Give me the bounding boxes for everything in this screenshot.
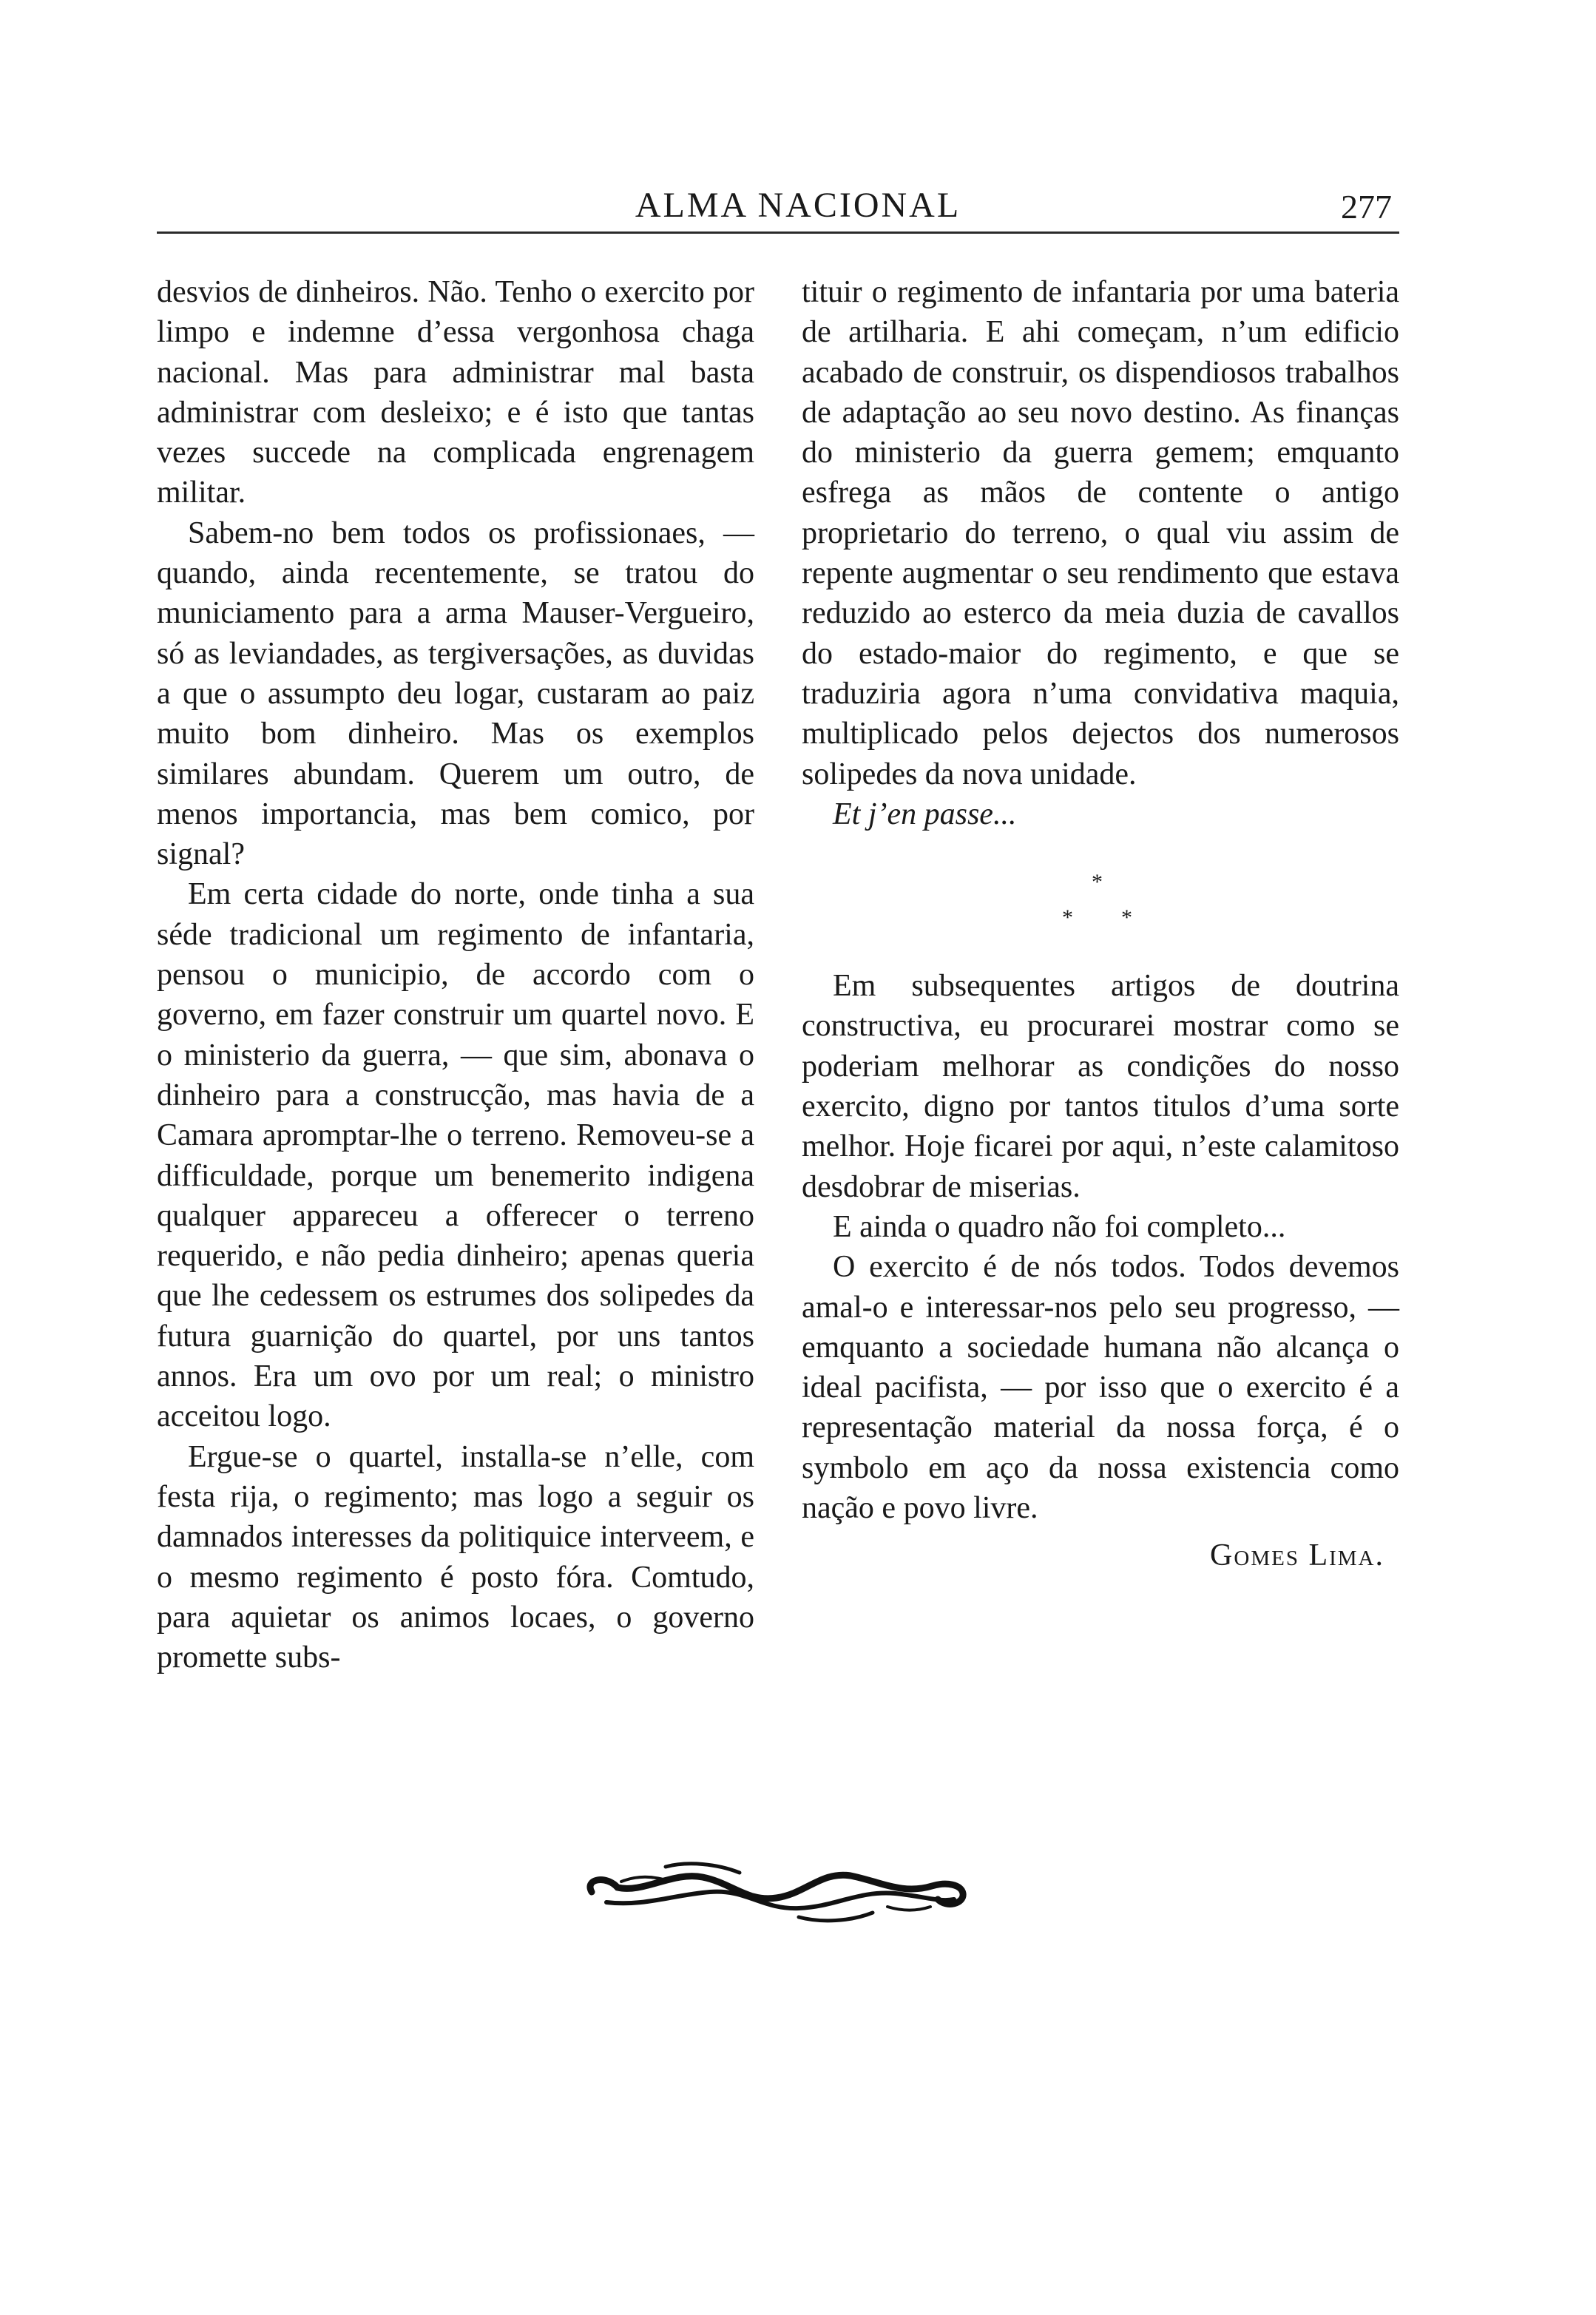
page-number: 277: [1341, 188, 1392, 226]
header-rule: [157, 232, 1399, 234]
body-paragraph: tituir o regimento de infantaria por uma bateria de artilharia. E ahi começam, n’um edificio acabado de construir, os dispendiosos trabalhos de adaptação ao seu novo destino. As finanças do ministerio da guerra gemem; emquanto esfrega as mãos de contente o antigo proprietario do terreno, o qual viu assim de repente augmentar o seu rendimento que estava reduzido ao esterco da meia duzia de cavallos do estado-maior do regimento, e que se traduziria agora n’uma convidativa maquia, multiplicado pelos dejectos dos numerosos solipedes da nova unidade.: [802, 275, 1399, 791]
body-paragraph: Ergue-se o quartel, installa-se n’elle, com festa rija, o regimento; mas logo a seguir os damnados interesses da politiquice interveem, e o mesmo regimento é posto fóra. Comtudo, para aquietar os animos locaes, o governo promette subs-: [157, 1439, 754, 1675]
body-paragraph: E ainda o quadro não foi completo...: [833, 1209, 1286, 1244]
asterism-star-icon: *: [1092, 870, 1103, 895]
right-column: [802, 272, 1399, 1576]
body-paragraph: Em certa cidade do norte, onde tinha a sua séde tradicional um regimento de infantaria, pensou o municipio, de accordo com o governo, em fazer construir um quartel novo. E o ministerio da guerra, — que sim, abonava o dinheiro para a construcção, mas havia de a Camara apromptar-lhe o terreno. Removeu-se a difficuldade, porque um benemerito indigena qualquer appareceu a offerecer o terreno requerido, e não pedia dinheiro; apenas queria que lhe cedessem os estrumes dos solipedes da futura guarnição do quartel, por uns tantos annos. Era um ovo por um real; o ministro acceitou logo.: [157, 877, 754, 1434]
italic-aside: Et j’en passe...: [833, 797, 1017, 831]
body-paragraph: desvios de dinheiros. Não. Tenho o exercito por limpo e indemne d’essa vergonhosa chaga nacional. Mas para administrar mal basta administrar com desleixo; e é isto que tantas vezes succede na complicada engrenagem militar.: [157, 275, 754, 510]
running-title: ALMA NACIONAL: [635, 186, 961, 225]
body-paragraph: Em subsequentes artigos de doutrina constructiva, eu procurarei mostrar como se poderiam melhorar as condições do nosso exercito, digno por tantos titulos d’uma sorte melhor. Hoje ficarei por aqui, n’este calamitoso desdobrar de miserias.: [802, 969, 1399, 1204]
author-signature: Gomes Lima.: [1210, 1538, 1384, 1573]
asterism-divider: [802, 834, 1399, 966]
body-paragraph: O exercito é de nós todos. Todos devemos amal-o e interessar-nos pelo seu progresso, — emquanto a sociedade humana não alcança o ideal pacifista, — por isso que o exercito é a representação material da nossa força, é o symbolo em aço da nossa existencia como nação e povo livre.: [802, 1250, 1399, 1526]
asterism-star-icon: *: [1121, 905, 1132, 930]
left-column: [157, 272, 754, 1677]
fleuron-ornament-icon: [577, 1849, 976, 1930]
asterism-star-icon: *: [1062, 905, 1073, 930]
body-paragraph: Sabem-no bem todos os profissionaes, — quando, ainda recentemente, se tratou do municiamento para a arma Mauser-Vergueiro, só as leviandades, as tergiversações, as duvidas a que o assumpto deu logar, custaram ao paiz muito bom dinheiro. Mas os exemplos similares abundam. Querem um outro, de menos importancia, mas bem comico, por signal?: [157, 516, 754, 872]
